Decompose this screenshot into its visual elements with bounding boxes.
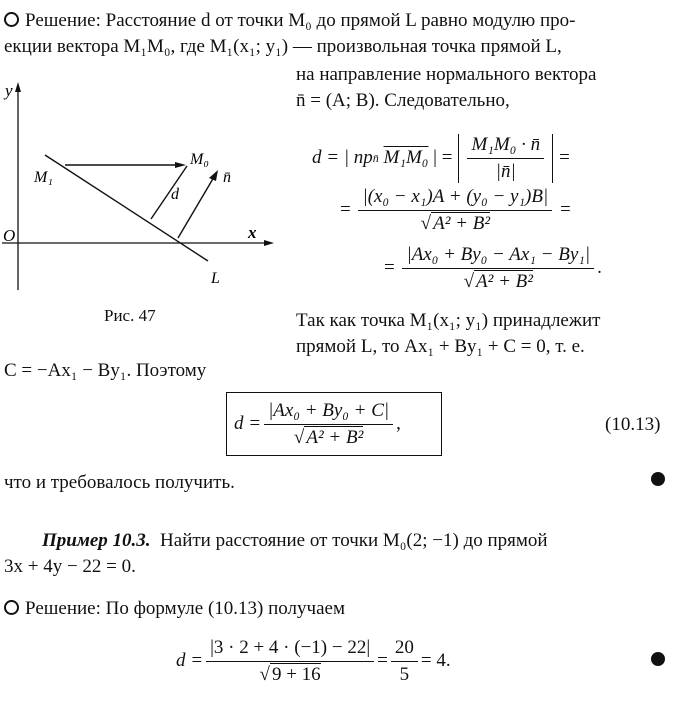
solution2-text: По формуле (10.13) получаем <box>105 598 345 619</box>
text-line-1: Так как точка M₁(x₁; y₁) принадлежит <box>296 310 601 331</box>
solution-line-2: екции вектора M₁M₀, где M₁(x₁; y₁) — произвольная точка прямой L, <box>4 36 562 57</box>
figure-47 <box>0 78 280 293</box>
label-y: y <box>5 81 13 100</box>
vector-arrow-icon <box>175 162 186 168</box>
label-x: x <box>248 223 257 242</box>
example-line-2: 3x + 4y − 22 = 0. <box>4 556 136 577</box>
label-d: d <box>171 186 179 203</box>
y-axis-arrow-icon <box>15 82 21 92</box>
solution-text-1: Расстояние d от точки M₀ до прямой L равно модулю про- <box>105 10 576 31</box>
solution-line-1 <box>4 10 576 32</box>
label-origin: O <box>3 226 16 245</box>
label-n: n̄ <box>223 169 231 186</box>
figure-caption: Рис. 47 <box>104 306 156 325</box>
solution-circle-icon <box>4 12 19 27</box>
derivation-eq-2: = $\frac{\text{|(x₀ − x₁)A + (y₀ − y₁)B|}}{\text{√ A² + B²}}$ = <box>340 185 571 234</box>
formula-number: (10.13) <box>605 414 661 435</box>
boxed-formula: d = $\frac{\text{|Ax₀ + By₀ + C|}}{\text{√ A² + B²}}$ , <box>234 399 401 448</box>
conclusion-text: что и требовалось получить. <box>4 472 235 493</box>
derivation-eq-1: d = | пр n̄ M₁M₀ | = $\frac{\text{M₁M₀ · n̄}}{|n̄|}$ = <box>312 133 570 182</box>
x-axis-arrow-icon <box>264 240 274 246</box>
distance-segment-d <box>151 166 187 219</box>
solution2-label: Решение: <box>25 598 101 619</box>
label-M0: M₀ <box>190 151 209 168</box>
solution2-formula: d = $\frac{|3 \cdot 2 + 4 \cdot (-1) - 22|}{√ 9 + 16}$ = $\frac{20}{5}$ = 4. <box>176 636 451 685</box>
normal-arrow-icon <box>209 170 218 181</box>
solution2-line <box>4 598 345 620</box>
derivation-eq-3: = $\frac{\text{|Ax₀ + By₀ − Ax₁ − By₁|}}{\text{√ A² + B²}}$ . <box>384 243 602 292</box>
end-proof-dot-icon <box>651 472 665 486</box>
text-line-2: прямой L, то Ax₁ + By₁ + C = 0, т. е. <box>296 336 585 357</box>
example-line-1 <box>42 530 548 552</box>
label-M1: M₁ <box>34 169 53 186</box>
example-text: Найти расстояние от точки M₀(2; −1) до прямой <box>160 530 548 551</box>
example-title: Пример 10.3. <box>42 530 151 551</box>
solution-line-4: n̄ = (A; B). Следовательно, <box>296 90 510 111</box>
text-line-3: C = −Ax₁ − By₁. Поэтому <box>4 360 207 381</box>
solution2-circle-icon <box>4 600 19 615</box>
end-example-dot-icon <box>651 652 665 666</box>
solution-label: Решение: <box>25 10 101 31</box>
normal-vector-n <box>178 177 214 238</box>
label-L: L <box>211 270 220 287</box>
solution-line-3: на направление нормального вектора <box>296 64 597 85</box>
